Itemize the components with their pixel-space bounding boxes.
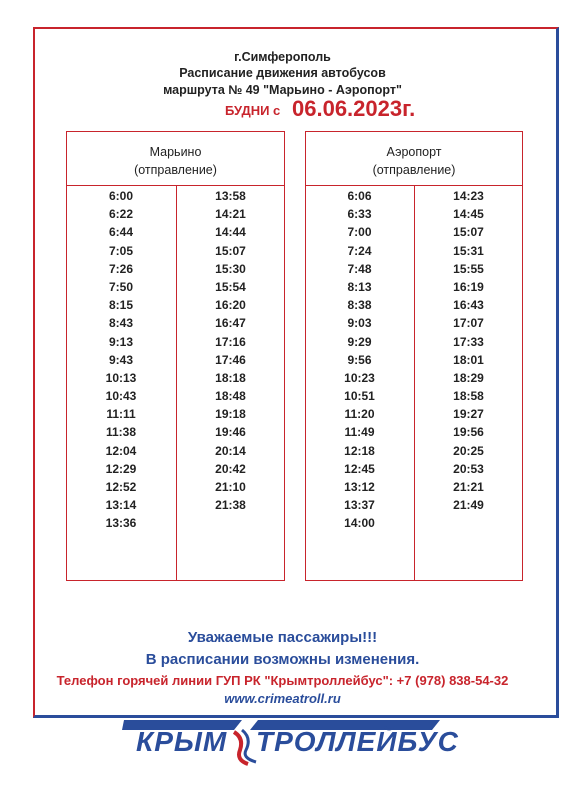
left-col2-time: 18:48 — [215, 389, 246, 404]
changes-notice: В расписании возможны изменения. — [145, 651, 420, 668]
left-col2-time: 15:07 — [215, 243, 246, 258]
right-col2-time: 14:45 — [453, 207, 484, 222]
left-col1-time: 8:43 — [108, 316, 134, 331]
right-col2-time: 18:29 — [453, 370, 484, 385]
right-col1-time: 11:49 — [344, 425, 375, 440]
right-col2-time: 20:53 — [453, 461, 484, 476]
right-col1-time: 12:18 — [344, 443, 375, 458]
website-link[interactable]: www.crimeatroll.ru — [224, 691, 341, 706]
effective-date: 06.06.2023г. — [292, 96, 416, 121]
left-col1-time: 6:44 — [108, 225, 134, 240]
weekdays-label: БУДНИ с — [225, 103, 281, 118]
left-col1-time: 13:14 — [105, 498, 137, 513]
logo-text-right: ТРОЛЛЕЙБУС — [256, 726, 459, 757]
right-col1-time: 12:45 — [344, 461, 375, 476]
left-col2-time: 15:30 — [215, 261, 246, 276]
right-col2-time: 18:01 — [453, 352, 484, 367]
left-col2-time: 17:46 — [215, 352, 246, 367]
left-col2-time: 14:21 — [215, 207, 246, 222]
left-col2-time: 21:38 — [215, 498, 246, 513]
logo-text-left: КРЫМ — [136, 726, 228, 757]
right-col1-time: 9:29 — [347, 334, 372, 349]
right-col1-time: 6:06 — [347, 189, 372, 203]
right-col2-time: 15:55 — [453, 261, 484, 276]
right-col1-time: 9:03 — [347, 316, 372, 331]
left-col1-time: 6:22 — [108, 207, 134, 222]
right-col2-time: 14:23 — [453, 189, 484, 203]
right-col1-time: 7:24 — [347, 243, 372, 258]
left-col1-time: 6:00 — [108, 189, 134, 203]
left-col2-time: 21:10 — [215, 480, 246, 494]
left-col1-time: 12:04 — [105, 443, 137, 458]
right-col2-time: 17:07 — [453, 316, 484, 331]
right-times-column-1 — [305, 187, 414, 533]
right-col2-time: 15:07 — [453, 225, 484, 240]
right-col1-time: 11:20 — [344, 407, 375, 422]
right-col1-time: 7:48 — [347, 261, 372, 276]
right-col2-time: 16:19 — [453, 279, 484, 294]
right-stop-name: Аэропорт — [386, 145, 442, 159]
right-col2-time: 20:25 — [453, 443, 484, 458]
right-col1-time: 7:00 — [347, 225, 372, 240]
left-col1-time: 7:26 — [108, 261, 134, 276]
right-col2-time: 21:21 — [453, 480, 484, 494]
left-col1-time: 11:11 — [106, 407, 136, 422]
right-col2-time: 19:27 — [453, 407, 484, 422]
left-col2-time: 15:54 — [215, 279, 246, 294]
right-col1-time: 13:12 — [344, 480, 375, 494]
left-col2-time: 16:47 — [215, 316, 246, 331]
left-col1-time: 8:15 — [108, 298, 134, 313]
left-col1-time: 11:38 — [105, 425, 137, 440]
left-col1-time: 10:43 — [105, 389, 137, 404]
left-times-column-2 — [176, 187, 285, 514]
right-col1-time: 8:38 — [347, 298, 372, 313]
left-col2-time: 16:20 — [215, 298, 246, 313]
right-col2-time: 16:43 — [453, 298, 484, 313]
right-col2-time: 17:33 — [453, 334, 484, 349]
right-col2-time: 18:58 — [453, 389, 484, 404]
left-col2-time: 20:14 — [215, 443, 246, 458]
left-col1-time: 7:50 — [108, 279, 134, 294]
greeting-notice: Уважаемые пассажиры!!! — [187, 629, 378, 646]
left-stop-note: (отправление) — [134, 163, 217, 177]
left-col2-time: 17:16 — [215, 334, 246, 349]
route-name: маршрута № 49 "Марьино - Аэропорт" — [163, 83, 402, 97]
right-col1-time: 8:13 — [347, 279, 372, 294]
left-col1-time: 7:05 — [108, 243, 134, 258]
right-col1-time: 6:33 — [347, 207, 372, 222]
left-stop-name: Марьино — [149, 145, 202, 159]
right-stop-heading — [305, 143, 523, 179]
left-col2-time: 20:42 — [215, 461, 246, 476]
logo-wave-icon-2 — [242, 730, 256, 762]
left-col1-time: 13:36 — [105, 516, 137, 531]
right-col1-time: 10:51 — [344, 389, 375, 404]
left-times-column-1 — [66, 187, 176, 533]
left-col2-time: 19:46 — [215, 425, 246, 440]
crimeatroll-logo — [122, 718, 459, 770]
right-col1-time: 10:23 — [344, 370, 375, 385]
right-col2-time: 21:49 — [453, 498, 484, 513]
left-stop-heading — [66, 143, 285, 179]
left-col2-time: 14:44 — [215, 225, 246, 240]
left-col1-time: 12:29 — [105, 461, 137, 476]
right-col1-time: 9:56 — [347, 352, 372, 367]
right-col1-time: 13:37 — [344, 498, 375, 513]
hotline-phone: Телефон горячей линии ГУП РК "Крымтроллейбус": +7 (978) 838-54-32 — [56, 673, 509, 688]
left-col1-time: 9:43 — [108, 352, 134, 367]
right-col2-time: 15:31 — [453, 243, 484, 258]
right-col2-time: 19:56 — [453, 425, 484, 440]
right-stop-note: (отправление) — [372, 163, 456, 177]
left-col1-time: 9:13 — [108, 334, 134, 349]
right-col1-time: 14:00 — [344, 516, 375, 531]
city-name: г.Симферополь — [234, 50, 331, 64]
left-col2-time: 19:18 — [215, 407, 246, 422]
left-col2-time: 18:18 — [215, 370, 246, 385]
left-col2-time: 13:58 — [215, 189, 246, 203]
right-times-column-2 — [414, 187, 523, 514]
left-col1-time: 12:52 — [105, 480, 137, 494]
left-col1-time: 10:13 — [105, 370, 137, 385]
schedule-title: Расписание движения автобусов — [179, 66, 386, 80]
